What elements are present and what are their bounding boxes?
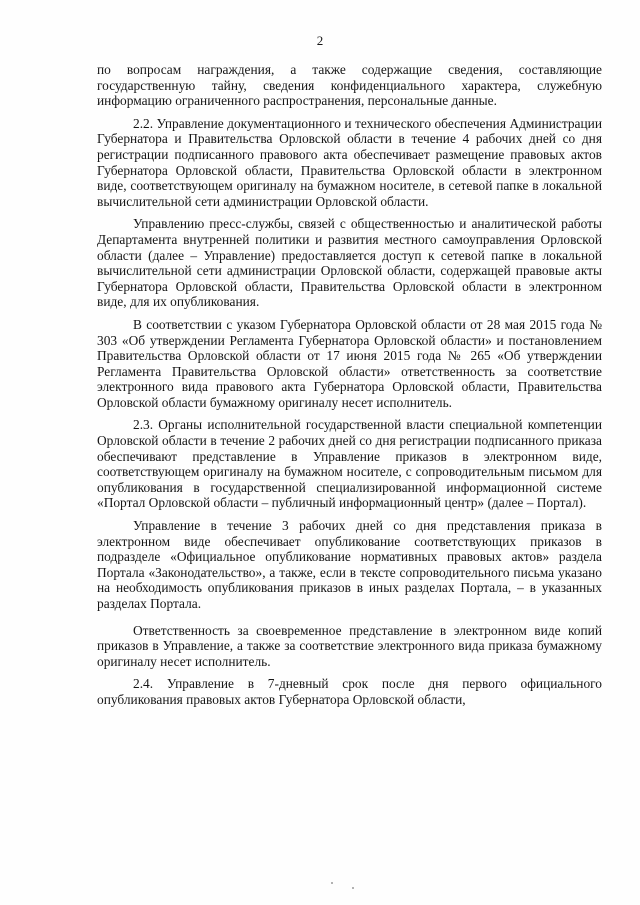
page-number: 2 bbox=[316, 33, 324, 48]
paragraph-regulations-responsibility: В соответствии с указом Губернатора Орловской области от 28 мая 2015 года № 303 «Об утверждении Регламента Губернатора Орловской области» и постановлением Правительства Орловской области от 17 июня 2015 года № 265 «Об утверждении Регламента Правительства Орловской области» ответственность за соответствие электронного вида правового акта Губернатора Орловской области, Правительства Орловской области бумажному оригиналу несет исполнитель. bbox=[97, 316, 602, 410]
scan-speck bbox=[331, 882, 333, 884]
paragraph-2-3: 2.3. Органы исполнительной государственной власти специальной компетенции Орловской области в течение 2 рабочих дней со дня регистрации подписанного приказа обеспечивают представление в Управление приказов в электронном виде, соответствующем оригиналу на бумажном носителе, с сопроводительным письмом для опубликования в государственной специализированной информационной системе «Портал Орловской области – публичный информационный центр» (далее – Портал). bbox=[97, 417, 602, 511]
paragraph-continuation: по вопросам награждения, а также содержащие сведения, составляющие государственную тайну, сведения конфиденциального характера, служебную информацию ограниченного распространения, персональные данные. bbox=[97, 62, 602, 109]
paragraph-portal-publication: Управление в течение 3 рабочих дней со дня представления приказа в электронном виде обеспечивает опубликование соответствующих приказов в подразделе «Официальное опубликование нормативных правовых актов» раздела Портала «Законодательство», а также, если в тексте сопроводительного письма указано на необходимость опубликования приказов в иных разделах Портала, – в указанных разделах Портала. bbox=[97, 518, 602, 611]
paragraph-press-service-access: Управлению пресс-службы, связей с общественностью и аналитической работы Департамента внутренней политики и развития местного самоуправления Орловской области (далее – Управление) предоставляется доступ к сетевой папке в локальной вычислительной сети администрации Орловской области, содержащей правовые акты Губернатора Орловской области, Правительства Орловской области в электронном виде, для их опубликования. bbox=[97, 216, 602, 310]
paragraph-2-2: 2.2. Управление документационного и технического обеспечения Администрации Губернатора и Правительства Орловской области в течение 4 рабочих дней со дня регистрации подписанного правового акта обеспечивает размещение правовых актов Губернатора Орловской области, Правительства Орловской области в электронном виде, соответствующем оригиналу на бумажном носителе, в сетевой папке в локальной вычислительной сети администрации Орловской области. bbox=[97, 115, 602, 209]
paragraph-orders-responsibility: Ответственность за своевременное представление в электронном виде копий приказов в Управление, а также за соответствие электронного вида приказа бумажному оригиналу несет исполнитель. bbox=[97, 622, 602, 669]
paragraph-2-4: 2.4. Управление в 7-дневный срок после дня первого официального опубликования правовых актов Губернатора Орловской области, bbox=[97, 676, 602, 707]
document-body bbox=[97, 62, 602, 708]
scan-speck bbox=[352, 887, 354, 889]
